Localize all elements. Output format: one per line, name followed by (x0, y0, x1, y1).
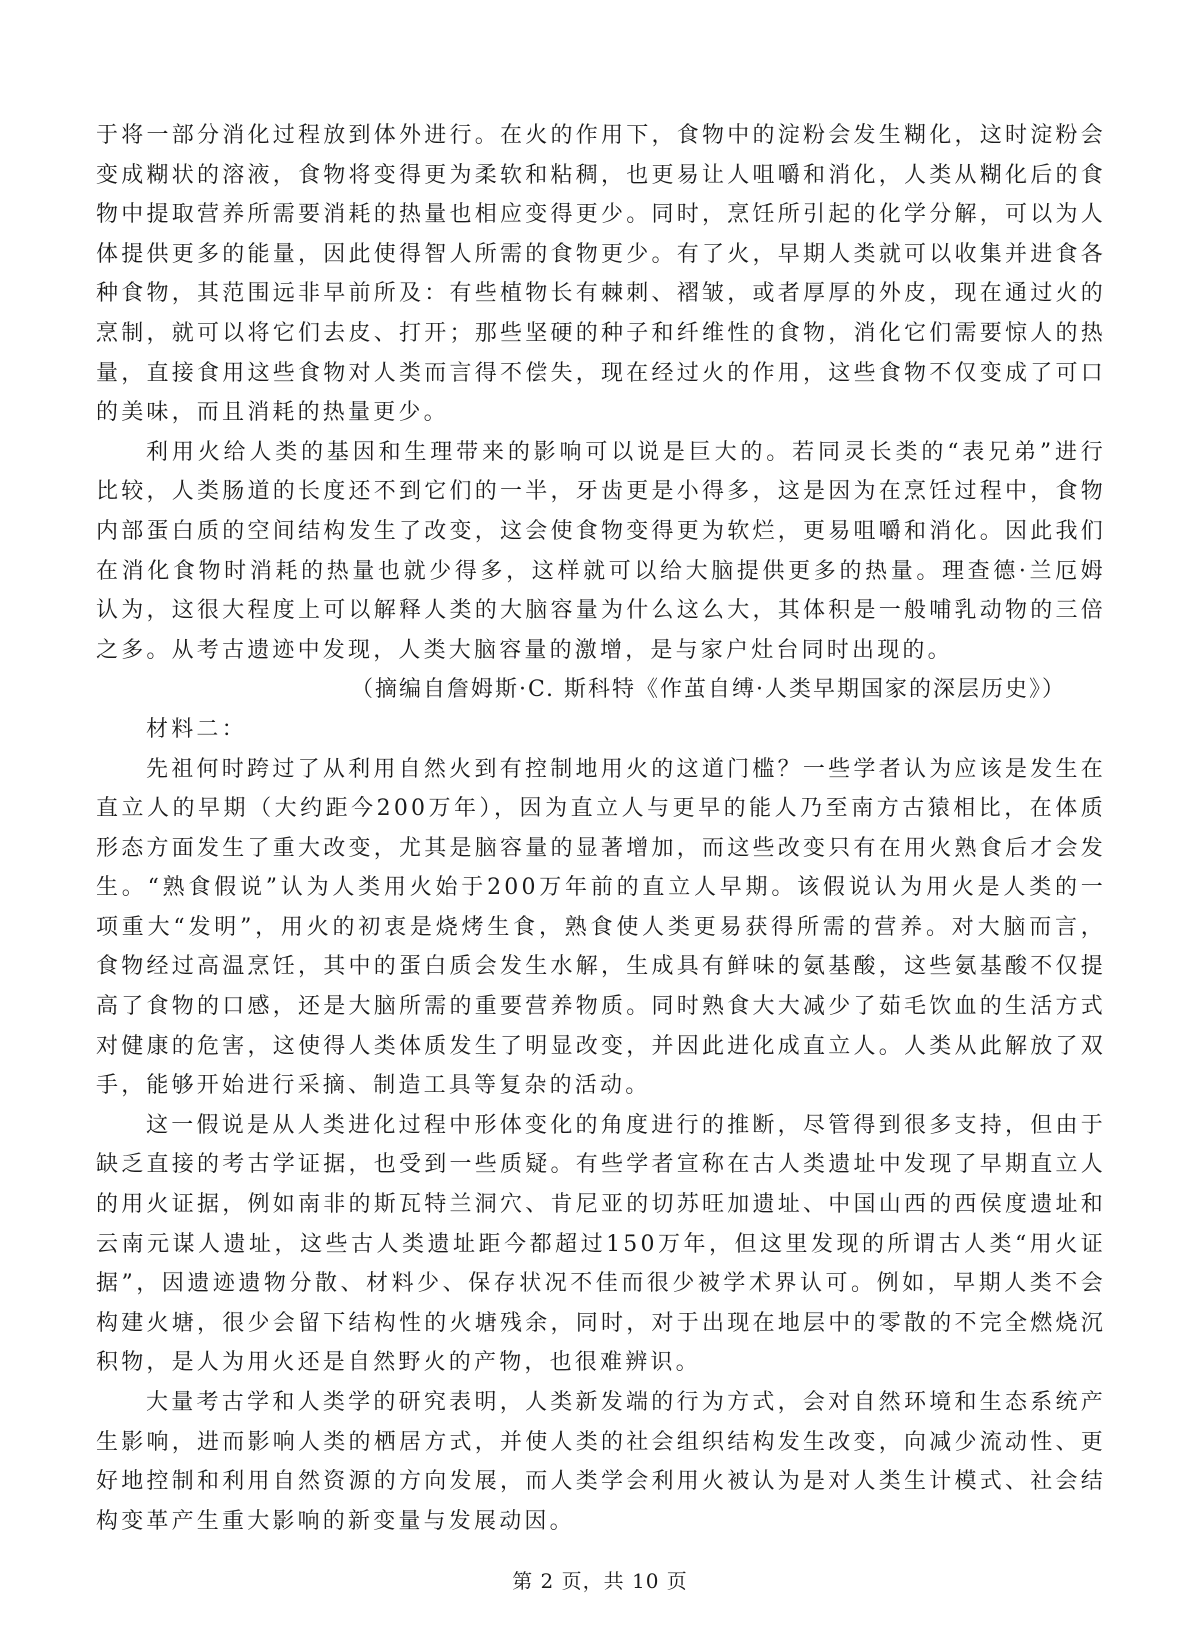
paragraph: 大量考古学和人类学的研究表明，人类新发端的行为方式，会对自然环境和生态系统产生影响，进而影响人类的栖居方式，并使人类的社会组织结构发生改变，向减少流动性、更好地控制和利用自然资源的方向发展，而人类学会利用火被认为是对人类生计模式、社会结构变革产生重大影响的新变量与发展动因。 (96, 1390, 1106, 1534)
paragraph: 于将一部分消化过程放到体外进行。在火的作用下，食物中的淀粉会发生糊化，这时淀粉会变成糊状的溶液，食物将变得更为柔软和粘稠，也更易让人咀嚼和消化，人类从糊化后的食物中提取营养所需要消耗的热量也相应变得更少。同时，烹饪所引起的化学分解，可以为人体提供更多的能量，因此使得智人所需的食物更少。有了火，早期人类就可以收集并进食各种食物，其范围远非早前所及：有些植物长有棘刺、褶皱，或者厚厚的外皮，现在通过火的烹制，就可以将它们去皮、打开；那些坚硬的种子和纤维性的食物，消化它们需要惊人的热量，直接食用这些食物对人类而言得不偿失，现在经过火的作用，这些食物不仅变成了可口的美味，而且消耗的热量更少。 (96, 123, 1106, 426)
material-two-heading: 材料二： (146, 716, 247, 742)
page-footer: 第 2 页，共 10 页 (512, 1569, 688, 1593)
paragraph: 利用火给人类的基因和生理带来的影响可以说是巨大的。若同灵长类的“表兄弟”进行比较，人类肠道的长度还不到它们的一半，牙齿更是小得多，这是因为在烹饪过程中，食物内部蛋白质的空间结构发生了改变，这会使食物变得更为软烂，更易咀嚼和消化。因此我们在消化食物时消耗的热量也就少得多，这样就可以给大脑提供更多的热量。理查德·兰厄姆认为，这很大程度上可以解释人类的大脑容量为什么这么大，其体积是一般哺乳动物的三倍之多。从考古遗迹中发现，人类大脑容量的激增，是与家户灶台同时出现的。 (96, 439, 1106, 663)
paragraph: 这一假说是从人类进化过程中形体变化的角度进行的推断，尽管得到很多支持，但由于缺乏直接的考古学证据，也受到一些质疑。有些学者宣称在古人类遗址中发现了早期直立人的用火证据，例如南非的斯瓦特兰洞穴、肯尼亚的切苏旺加遗址、中国山西的西侯度遗址和云南元谋人遗址，这些古人类遗址距今都超过150万年，但这里发现的所谓古人类“用火证据”，因遗迹遗物分散、材料少、保存状况不佳而很少被学术界认可。例如，早期人类不会构建火塘，很少会留下结构性的火塘残余，同时，对于出现在地层中的零散的不完全燃烧沉积物，是人为用火还是自然野火的产物，也很难辨识。 (96, 1112, 1106, 1376)
source-citation: （摘编自詹姆斯·C. 斯科特《作茧自缚·人类早期国家的深层历史》） (350, 677, 1066, 703)
document-body (96, 116, 1106, 1541)
paragraph: 先祖何时跨过了从利用自然火到有控制地用火的这道门槛？一些学者认为应该是发生在直立人的早期（大约距今200万年），因为直立人与更早的能人乃至南方古猿相比，在体质形态方面发生了重大改变，尤其是脑容量的显著增加，而这些改变只有在用火熟食后才会发生。“熟食假说”认为人类用火始于200万年前的直立人早期。该假说认为用火是人类的一项重大“发明”，用火的初衷是烧烤生食，熟食使人类更易获得所需的营养。对大脑而言，食物经过高温烹饪，其中的蛋白质会发生水解，生成具有鲜味的氨基酸，这些氨基酸不仅提高了食物的口感，还是大脑所需的重要营养物质。同时熟食大大减少了茹毛饮血的生活方式对健康的危害，这使得人类体质发生了明显改变，并因此进化成直立人。人类从此解放了双手，能够开始进行采摘、制造工具等复杂的活动。 (96, 756, 1106, 1099)
